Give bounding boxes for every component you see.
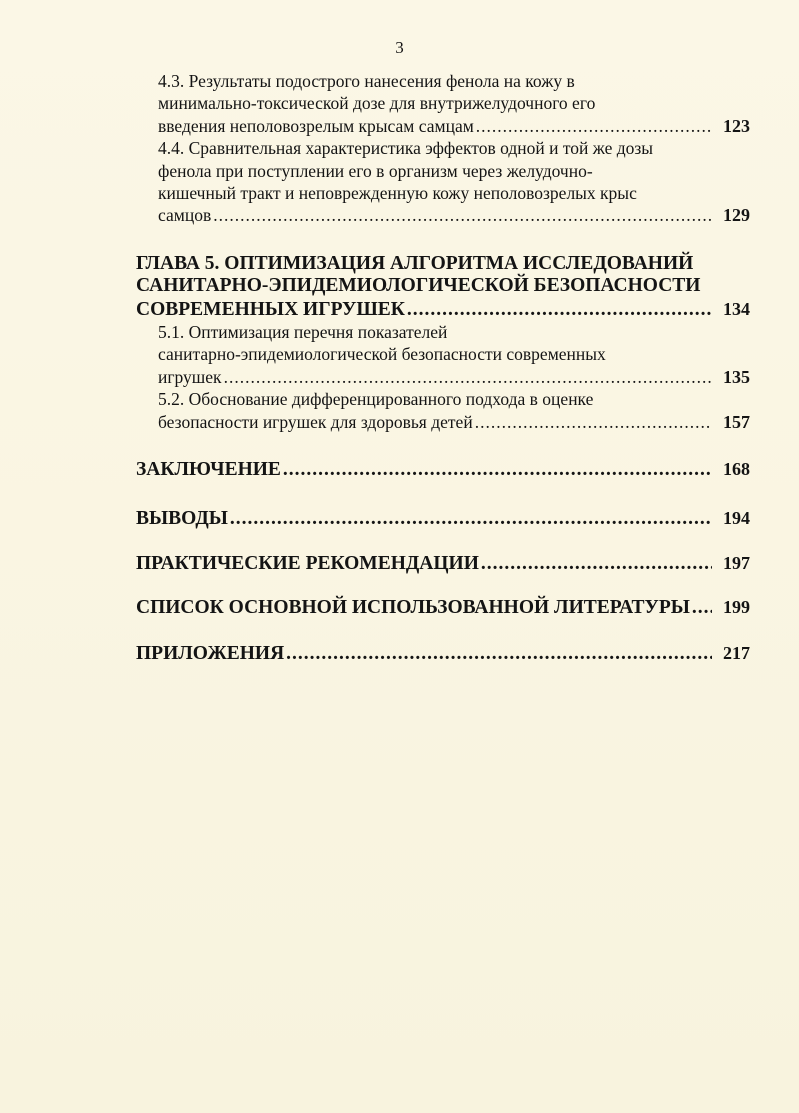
toc-page-ref: 194: [723, 507, 750, 528]
toc-entry-text-line: 4.4. Сравнительная характеристика эффектов одной и той же дозы: [158, 138, 654, 159]
toc-entry-text-line: игрушек: [158, 366, 222, 387]
leader-dots: [213, 204, 712, 226]
toc-entry-5-2[interactable]: [158, 388, 750, 433]
leader-dots: [283, 459, 712, 481]
toc-entry-last-line: [136, 298, 750, 321]
toc-entry-text-line: СОВРЕМЕННЫХ ИГРУШЕК: [136, 298, 405, 320]
toc-entry-text-line: СПИСОК ОСНОВНОЙ ИСПОЛЬЗОВАННОЙ ЛИТЕРАТУРЫ: [136, 597, 690, 619]
leader-dots: [475, 411, 712, 433]
toc-page-ref: 134: [723, 298, 750, 319]
leader-dots: [407, 299, 712, 321]
toc-entry-last-line: [158, 411, 750, 433]
leader-dots: [224, 366, 712, 388]
leader-dots: [476, 115, 712, 137]
toc-entry-chapter-5[interactable]: [136, 253, 750, 321]
toc-entry-text-line: 5.1. Оптимизация перечня показателей: [158, 322, 448, 343]
toc-entry-references[interactable]: [136, 596, 750, 619]
toc-entry-last-line: [136, 596, 750, 619]
toc-entry-text-line: ЗАКЛЮЧЕНИЕ: [136, 459, 281, 481]
toc-entry-conclusion[interactable]: [136, 458, 750, 481]
toc-entry-text-line: введения неполовозрелым крысам самцам: [158, 115, 474, 136]
toc-entry-text-line: минимально-токсической дозе для внутрижелудочного его: [158, 93, 596, 114]
toc-entry-text-line: ПРИЛОЖЕНИЯ: [136, 642, 285, 664]
toc-entry-text-line: самцов: [158, 205, 212, 226]
toc-entry-last-line: [136, 642, 750, 665]
toc-entry-text-line: 5.2. Обоснование дифференцированного подхода в оценке: [158, 389, 594, 410]
leader-dots: [692, 597, 712, 619]
toc-page-ref: 123: [723, 115, 750, 136]
toc-entry-text-line: ВЫВОДЫ: [136, 507, 228, 529]
toc-entry-4-4[interactable]: [158, 137, 750, 227]
table-of-contents: [136, 70, 750, 665]
toc-entry-findings[interactable]: [136, 507, 750, 530]
page-number: 3: [395, 38, 404, 57]
toc-entry-last-line: [158, 115, 750, 137]
toc-entry-text-line: САНИТАРНО-ЭПИДЕМИОЛОГИЧЕСКОЙ БЕЗОПАСНОСТИ: [136, 275, 701, 297]
toc-page-ref: 197: [723, 552, 750, 573]
toc-entry-text-line: 4.3. Результаты подострого нанесения фенола на кожу в: [158, 71, 575, 91]
toc-entry-last-line: [136, 458, 750, 481]
toc-page-ref: 135: [723, 366, 750, 387]
toc-entry-last-line: [136, 552, 750, 575]
toc-page-ref: 199: [723, 597, 750, 618]
leader-dots: [481, 553, 712, 575]
toc-entry-text-line: санитарно-эпидемиологической безопасности современных: [158, 344, 606, 365]
leader-dots: [230, 508, 712, 530]
toc-entry-text-line: ПРАКТИЧЕСКИЕ РЕКОМЕНДАЦИИ: [136, 552, 479, 574]
toc-entry-last-line: [158, 366, 750, 388]
toc-entry-text-line: фенола при поступлении его в организм через желудочно-: [158, 160, 593, 181]
toc-page-ref: 217: [723, 642, 750, 663]
leader-dots: [286, 643, 712, 665]
toc-page-ref: 129: [723, 205, 750, 226]
toc-entry-4-3[interactable]: [158, 70, 750, 137]
toc-entry-5-1[interactable]: [158, 321, 750, 388]
toc-entry-recommendations[interactable]: [136, 552, 750, 575]
toc-entry-text-line: кишечный тракт и неповрежденную кожу неполовозрелых крыс: [158, 183, 637, 204]
toc-page-ref: 168: [723, 459, 750, 480]
toc-entry-last-line: [158, 204, 750, 226]
toc-entry-text-line: ГЛАВА 5. ОПТИМИЗАЦИЯ АЛГОРИТМА ИССЛЕДОВАНИЙ: [136, 252, 694, 274]
toc-page-ref: 157: [723, 411, 750, 432]
toc-entry-last-line: [136, 507, 750, 530]
toc-entry-appendices[interactable]: [136, 642, 750, 665]
toc-entry-text-line: безопасности игрушек для здоровья детей: [158, 411, 473, 432]
